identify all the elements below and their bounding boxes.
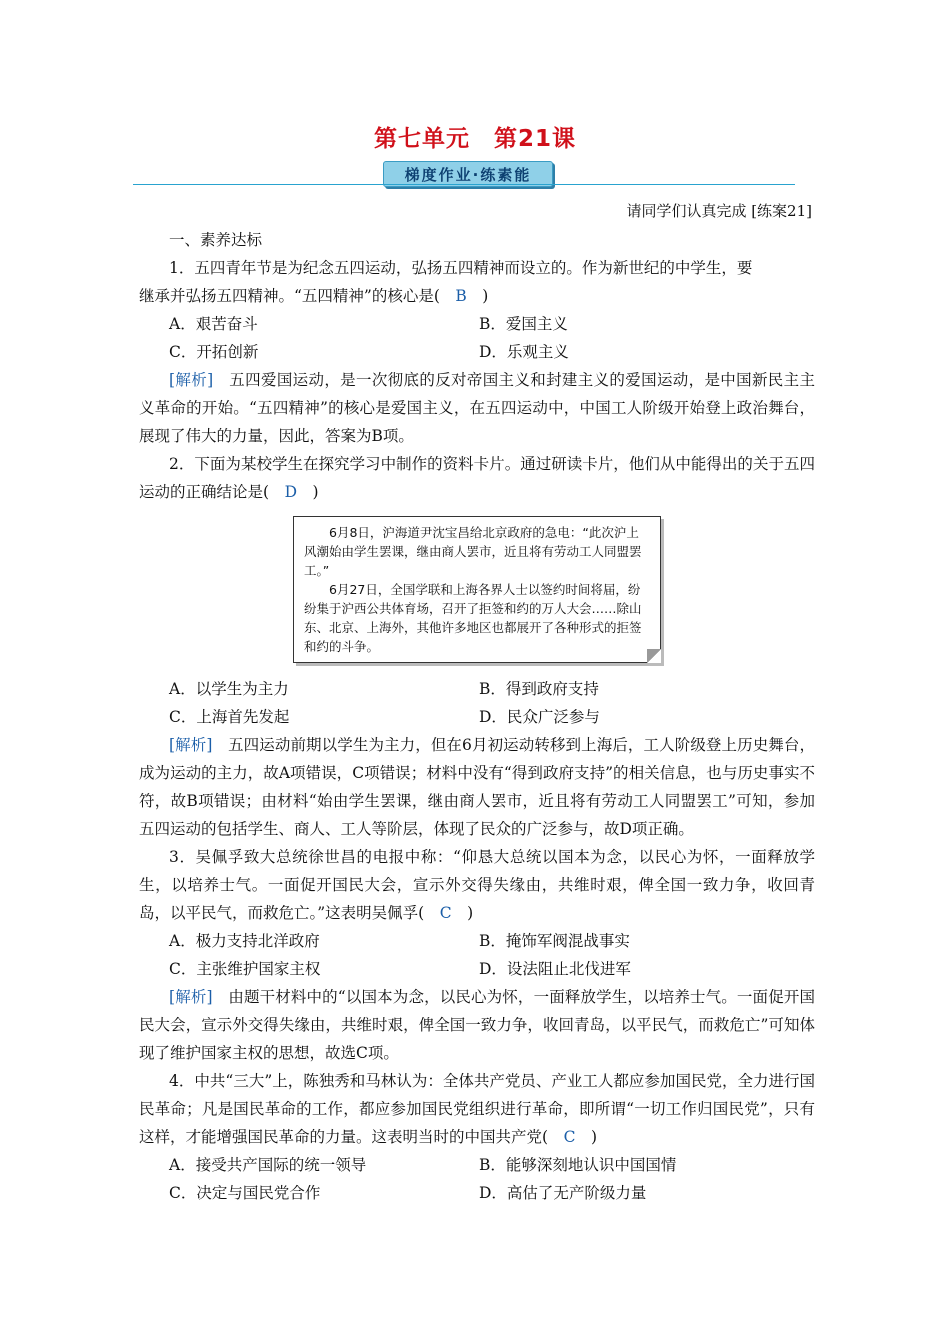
analysis-tag: [解析] [169,988,213,1006]
options-row [139,1151,815,1179]
page-title: 第七单元 第21课 [373,126,576,152]
question-4-stem: 4．中共“三大”上，陈独秀和马林认为：全体共产党员、产业工人都应参加国民党，全力进行国民革命；凡是国民革命的工作，都应参加国民党组织进行革命，即所谓“一切工作归国民党”，只有这样，才能增强国民革命的力量。这表明当时的中国共产党( C ) [139,1072,815,1146]
question-1 [139,254,815,450]
analysis: [解析] 由题干材料中的“以国本为念，以民心为怀，一面释放学生，以培养士气。一面促开国民大会，宣示外交得失缘由，共维时艰，俾全国一致力争，收回青岛，以平民气，而救危亡”可知体现了维护国家主权的思想，故选C项。 [139,988,815,1062]
option-c: C．主张维护国家主权 [169,960,321,978]
question-3-stem: 3．吴佩孚致大总统徐世昌的电报中称：“仰恳大总统以国本为念，以民心为怀，一面释放学生，以培养士气。一面促开国民大会，宣示外交得失缘由，共维时艰，俾全国一致力争，收回青岛，以平民气，而救危亡。”这表明吴佩孚( C ) [139,848,815,922]
question-2-stem: 2．下面为某校学生在探究学习中制作的资料卡片。通过研读卡片，他们从中能得出的关于五四运动的正确结论是( D ) [139,455,815,501]
answer-letter: D [284,483,297,501]
option-a: A．极力支持北洋政府 [169,932,320,950]
answer-letter: C [439,904,452,922]
option-b: B．掩饰军阀混战事实 [479,932,630,950]
options-row [139,1179,815,1207]
card-paragraph: 6月8日，沪海道尹沈宝昌给北京政府的急电：“此次沪上风潮始由学生罢课，继由商人罢市，近且将有劳动工人同盟罢工。” [304,525,642,578]
analysis: [解析] 五四运动前期以学生为主力，但在6月初运动转移到上海后，工人阶级登上历史舞台，成为运动的主力，故A项错误，C项错误；材料中没有“得到政府支持”的相关信息，也与历史事实不符，故B项错误；由材料“始由学生罢课，继由商人罢市，近且将有劳动工人同盟罢工”可知，参加五四运动的包括学生、商人、工人等阶层，体现了民众的广泛参与，故D项正确。 [139,736,815,838]
option-a: A．接受共产国际的统一领导 [169,1156,367,1174]
options-row [139,338,815,366]
options-row [139,675,815,703]
question-1-stem-cont: 继承并弘扬五四精神。“五四精神”的核心是( B ) [139,287,489,305]
card-paragraph: 6月27日，全国学联和上海各界人士以签约时间将届，纷纷集于沪西公共体育场，召开了拒签和约的万人大会……除山东、北京、上海外，其他许多地区也都展开了各种形式的拒签和约的斗争。 [304,582,642,654]
question-4 [139,1067,815,1207]
answer-letter: C [563,1128,576,1146]
option-c: C．开拓创新 [169,343,259,361]
option-d: D．乐观主义 [479,343,569,361]
options-row [139,703,815,731]
options-row [139,955,815,983]
question-3 [139,843,815,1067]
option-d: D．高估了无产阶级力量 [479,1184,647,1202]
question-1-stem: 1．五四青年节是为纪念五四运动，弘扬五四精神而设立的。作为新世纪的中学生，要 [169,259,753,277]
option-d: D．民众广泛参与 [479,708,600,726]
options-row [139,310,815,338]
section-heading: 一、素养达标 [169,231,263,249]
assignment-note: 请同学们认真完成 [练案21] [626,202,812,220]
option-c: C．决定与国民党合作 [169,1184,321,1202]
analysis-tag: [解析] [169,736,213,754]
document-body [139,226,815,1207]
option-a: A．以学生为主力 [169,680,289,698]
question-2 [139,450,815,843]
option-d: D．设法阻止北伐进军 [479,960,631,978]
option-b: B．得到政府支持 [479,680,599,698]
title-divider [133,184,795,185]
section-banner: 梯度作业·练素能 [383,161,553,187]
analysis: [解析] 五四爱国运动，是一次彻底的反对帝国主义和封建主义的爱国运动，是中国新民主主义革命的开始。“五四精神”的核心是爱国主义，在五四运动中，中国工人阶级开始登上政治舞台，展现了伟大的力量，因此，答案为B项。 [139,371,815,445]
answer-letter: B [455,287,467,305]
options-row [139,927,815,955]
analysis-tag: [解析] [169,371,214,389]
card-fold-corner [647,649,661,663]
option-a: A．艰苦奋斗 [169,315,258,333]
option-c: C．上海首先发起 [169,708,290,726]
option-b: B．爱国主义 [479,315,568,333]
material-card [293,516,661,663]
option-b: B．能够深刻地认识中国国情 [479,1156,677,1174]
